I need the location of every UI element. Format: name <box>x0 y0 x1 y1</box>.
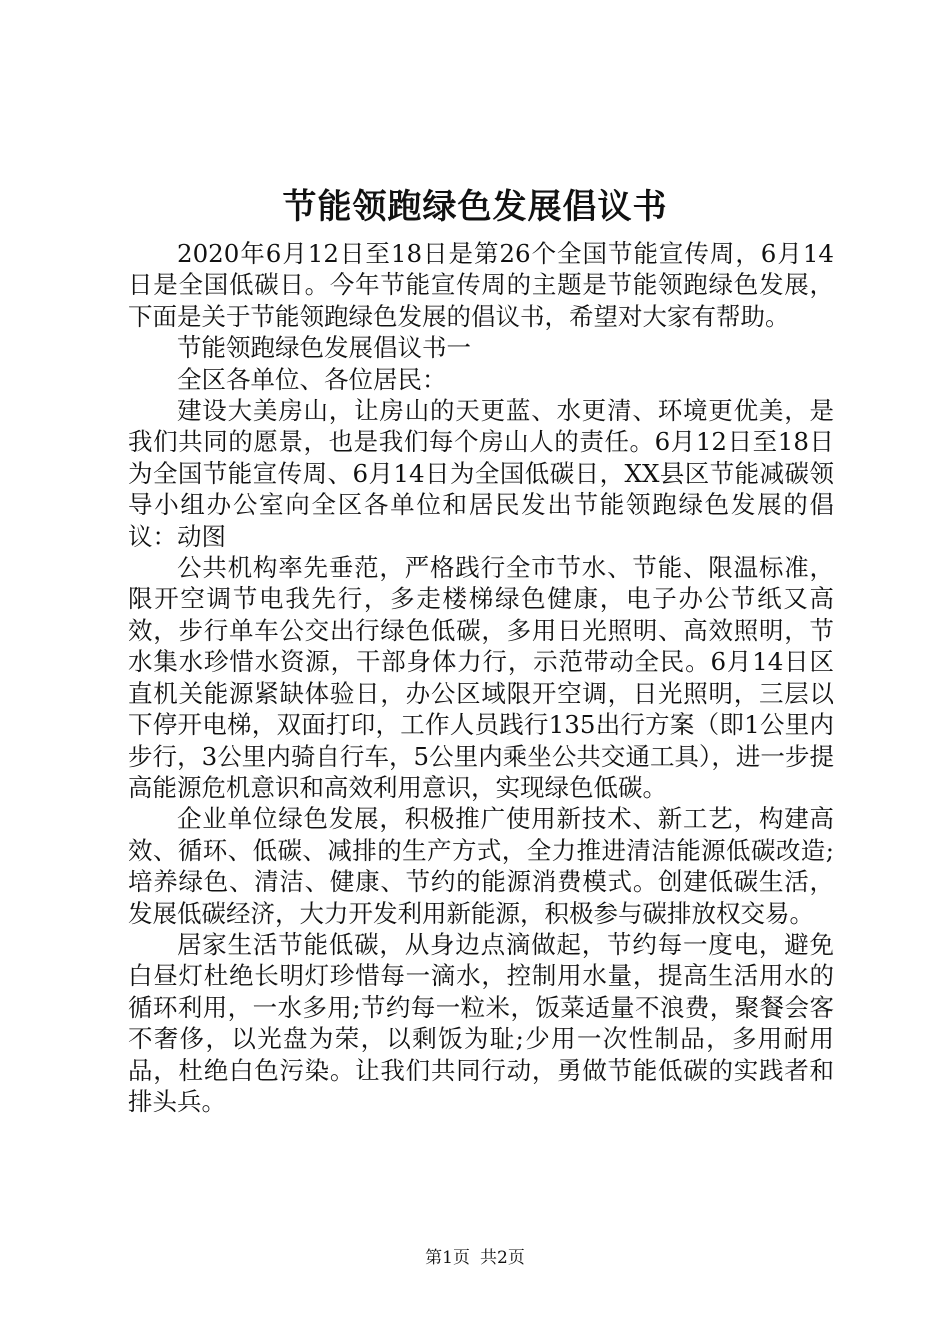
section-heading: 节能领跑绿色发展倡议书一 <box>177 333 471 363</box>
document-body <box>128 238 834 1117</box>
document-title: 节能领跑绿色发展倡议书 <box>282 187 668 227</box>
page-total: 共2页 <box>480 1248 525 1268</box>
salutation: 全区各单位、各位居民： <box>177 364 447 394</box>
body-paragraph: 居家生活节能低碳，从身边点滴做起，节约每一度电，避免白昼灯杜绝长明灯珍惜每一滴水，控制用水量，提高生活用水的循环利用，一水多用;节约每一粒米，饭菜适量不浪费，聚餐会客不奢侈，以光盘为荣，以剩饭为耻;少用一次性制品，多用耐用品，杜绝白色污染。让我们共同行动，勇做节能低碳的实践者和排头兵。 <box>128 929 834 1116</box>
page-number: 第1页 <box>425 1248 470 1268</box>
body-paragraph: 企业单位绿色发展，积极推广使用新技术、新工艺，构建高效、循环、低碳、减排的生产方式，全力推进清洁能源低碳改造;培养绿色、清洁、健康、节约的能源消费模式。创建低碳生活，发展低碳经济，大力开发利用新能源，积极参与碳排放权交易。 <box>128 804 834 928</box>
intro-paragraph: 2020年6月12日至18日是第26个全国节能宣传周，6月14日是全国低碳日。今年节能宣传周的主题是节能领跑绿色发展，下面是关于节能领跑绿色发展的倡议书，希望对大家有帮助。 <box>128 239 834 331</box>
body-paragraph: 建设大美房山，让房山的天更蓝、水更清、环境更优美，是我们共同的愿景，也是我们每个房山人的责任。6月12日至18日为全国节能宣传周、6月14日为全国低碳日，XX县区节能减碳领导小组办公室向全区各单位和居民发出节能领跑绿色发展的倡议：动图 <box>128 396 834 551</box>
body-paragraph: 公共机构率先垂范，严格践行全市节水、节能、限温标准，限开空调节电我先行，多走楼梯绿色健康，电子办公节纸又高效，步行单车公交出行绿色低碳，多用日光照明、高效照明，节水集水珍惜水资源，干部身体力行，示范带动全民。6月14日区直机关能源紧缺体验日，办公区域限开空调，日光照明，三层以下停开电梯，双面打印，工作人员践行135出行方案（即1公里内步行，3公里内骑自行车，5公里内乘坐公共交通工具），进一步提高能源危机意识和高效利用意识，实现绿色低碳。 <box>128 553 834 802</box>
page-footer <box>0 1246 950 1270</box>
